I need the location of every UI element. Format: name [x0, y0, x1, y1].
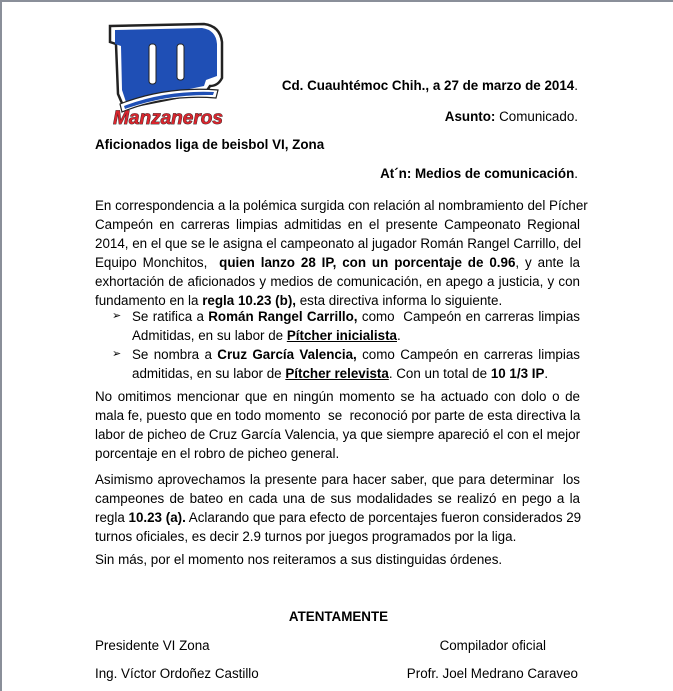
paragraph-line: labor de picheo de Cruz García Valencia, ya que siempre apareció el con el mejor	[95, 427, 581, 442]
paragraph-line: Campeón en carreras limpias admitidas en el presente Campeonato Regional	[95, 217, 580, 232]
paragraph-line: Asimismo aprovechamos la presente para hacer saber, que para determinar los	[95, 472, 580, 487]
left-signatory-title: Presidente VI Zona	[95, 638, 210, 653]
attention: At´n: Medios de comunicación	[380, 166, 575, 181]
paragraph-line: mala fe, puesto que en todo momento se reconoció por parte de esta directiva la	[95, 408, 581, 423]
role-label: Pítcher relevista	[285, 366, 389, 381]
stat-highlight: quien lanzo 28 IP, con un porcentaje de 0.96	[219, 255, 516, 270]
pitcher-name: Cruz García Valencia,	[217, 347, 357, 362]
right-signatory-name: Profr. Joel Medrano Caraveo	[406, 666, 578, 681]
manzaneros-logo	[106, 20, 230, 130]
role-label: Pítcher inicialista	[286, 328, 397, 343]
arrow-bullet-icon: ➢	[112, 348, 122, 360]
attention-line: At´n: Medios de comunicación.	[380, 166, 578, 181]
place-date: Cd. Cuauhtémoc Chih., a 27 de marzo de 2014	[281, 78, 575, 93]
paragraph-2	[95, 387, 580, 463]
paragraph-line: fundamento en la regla 10.23 (b), esta directiva informa lo siguiente.	[95, 293, 503, 308]
arrow-bullet-icon: ➢	[112, 310, 122, 322]
paragraph-line: Equipo Monchitos, quien lanzo 28 IP, con un porcentaje de 0.96, y ante la	[95, 255, 581, 270]
closing-line: Sin más, por el momento nos reiteramos a sus distinguidas órdenes.	[95, 552, 503, 567]
paragraph-1	[95, 196, 588, 310]
innings-total: 10 1/3 IP	[490, 366, 545, 381]
subject-value: Comunicado.	[495, 109, 578, 124]
paragraph-line: No omitimos mencionar que en ningún momento se ha actuado con dolo o de	[95, 389, 580, 404]
paragraph-line: 2014, en el que se le asigna el campeonato al jugador Román Rangel Carrillo, del	[95, 236, 582, 251]
paragraph-3	[95, 470, 580, 546]
bullet-item: ➢ Se ratifica a Román Rangel Carrillo, como Campeón en carreras limpias Admitidas, en su labor de Pítcher inicialista.	[112, 309, 580, 343]
paragraph-line: porcentaje en el robro de picheo general.	[95, 446, 340, 461]
recipient-line	[95, 137, 324, 152]
recipient: Aficionados liga de beisbol VI, Zona	[95, 137, 325, 152]
bullet-list	[112, 307, 580, 383]
place-date-line: Cd. Cuauhtémoc Chih., a 27 de marzo de 2014.	[281, 78, 578, 93]
paragraph-line: turnos oficiales, es decir 2.9 turnos por juegos programados por la liga.	[95, 529, 517, 544]
rule-reference: regla 10.23 (b),	[202, 293, 296, 308]
logo-m-slot-right	[177, 44, 184, 80]
rule-reference: 10.23 (a).	[128, 510, 186, 525]
right-signatory-title: Compilador oficial	[439, 638, 546, 653]
logo-m-slot-left	[149, 44, 156, 84]
left-signatory-name: Ing. Víctor Ordoñez Castillo	[95, 666, 259, 681]
paragraph-line: campeones de bateo en cada una de sus modalidades se realizó en pego a la	[95, 491, 580, 506]
signature-heading: ATENTAMENTE	[288, 609, 389, 624]
paragraph-line: regla 10.23 (a). Aclarando que para efecto de porcentajes fueron considerados 29	[95, 510, 582, 525]
subject-line	[445, 109, 578, 124]
paragraph-line: En correspondencia a la polémica surgida con relación al nombramiento del Pícher	[95, 198, 588, 213]
bullet-item: ➢ Se nombra a Cruz García Valencia, como Campeón en carreras limpias admitidas, en su labor de Pítcher relevista. Con un total de 10 1/3 IP.	[112, 347, 580, 381]
pitcher-name: Román Rangel Carrillo,	[208, 309, 358, 324]
logo-wordmark: Manzaneros	[113, 108, 223, 129]
paragraph-line: exhortación de aficionados y medios de comunicación, en apego a justicia, y con	[95, 274, 580, 289]
subject-label: Asunto:	[444, 109, 496, 124]
